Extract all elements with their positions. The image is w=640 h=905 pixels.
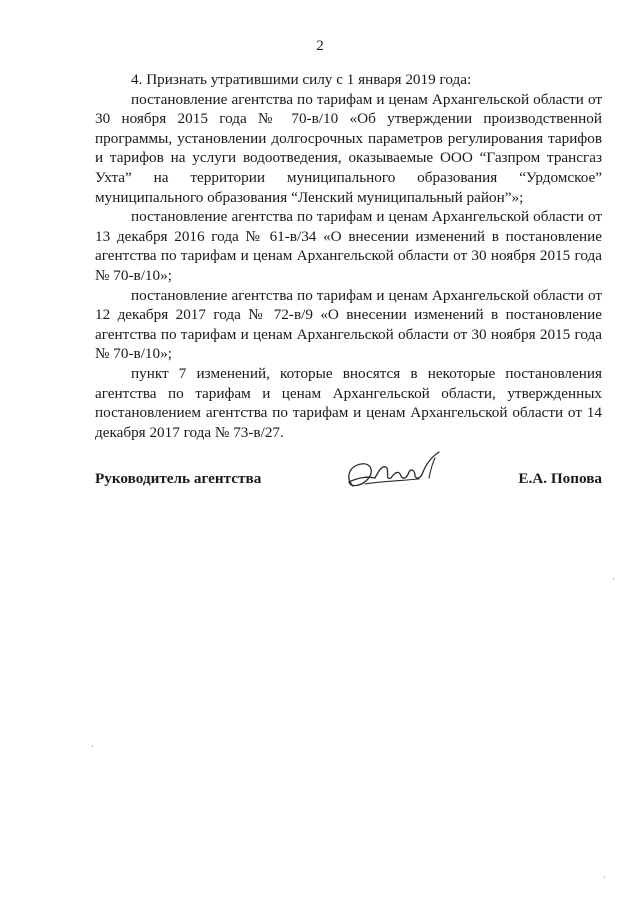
repealed-resolution-item: постановление агентства по тарифам и ценам Архангельской области от 12 декабря 2017 года № 72-в/9 «О внесении изменений в постановление агентства по тарифам и ценам Архангельской области от 30 ноября 2015 года № 70-в/10»; xyxy=(95,286,602,363)
clause-heading: 4. Признать утратившими силу с 1 января 2019 года: xyxy=(131,71,472,88)
signatory-position: Руководитель агентства xyxy=(95,470,262,487)
repealed-resolution-item: постановление агентства по тарифам и ценам Архангельской области от 30 ноября 2015 года № 70-в/10 «Об утверждении производственной программы, установлении долгосрочных параметров регулирования тарифов и тарифов на услуги водоотведения, оказываемые ООО “Газпром трансгаз Ухта” на территории муниципального образования “Урдомское” муниципального образования “Ленский муниципальный район”»; xyxy=(95,90,602,206)
document-body xyxy=(95,70,602,442)
repealed-resolution-item: пункт 7 изменений, которые вносятся в некоторые постановления агентства по тарифам и ценам Архангельской области, утвержденных постановлением агентства по тарифам и ценам Архангельской области от 14 декабря 2017 года № 73-в/27. xyxy=(95,364,602,441)
repealed-resolution-item: постановление агентства по тарифам и ценам Архангельской области от 13 декабря 2016 года № 61-в/34 «О внесении изменений в постановление агентства по тарифам и ценам Архангельской области от 30 ноября 2015 года № 70-в/10»; xyxy=(95,208,602,284)
signature-block xyxy=(95,470,602,494)
signatory-name: Е.А. Попова xyxy=(518,470,602,487)
handwritten-signature xyxy=(335,448,455,498)
scan-speck xyxy=(92,745,93,747)
scan-speck xyxy=(604,876,605,878)
page-number: 2 xyxy=(316,38,324,54)
scan-speck xyxy=(613,578,614,580)
